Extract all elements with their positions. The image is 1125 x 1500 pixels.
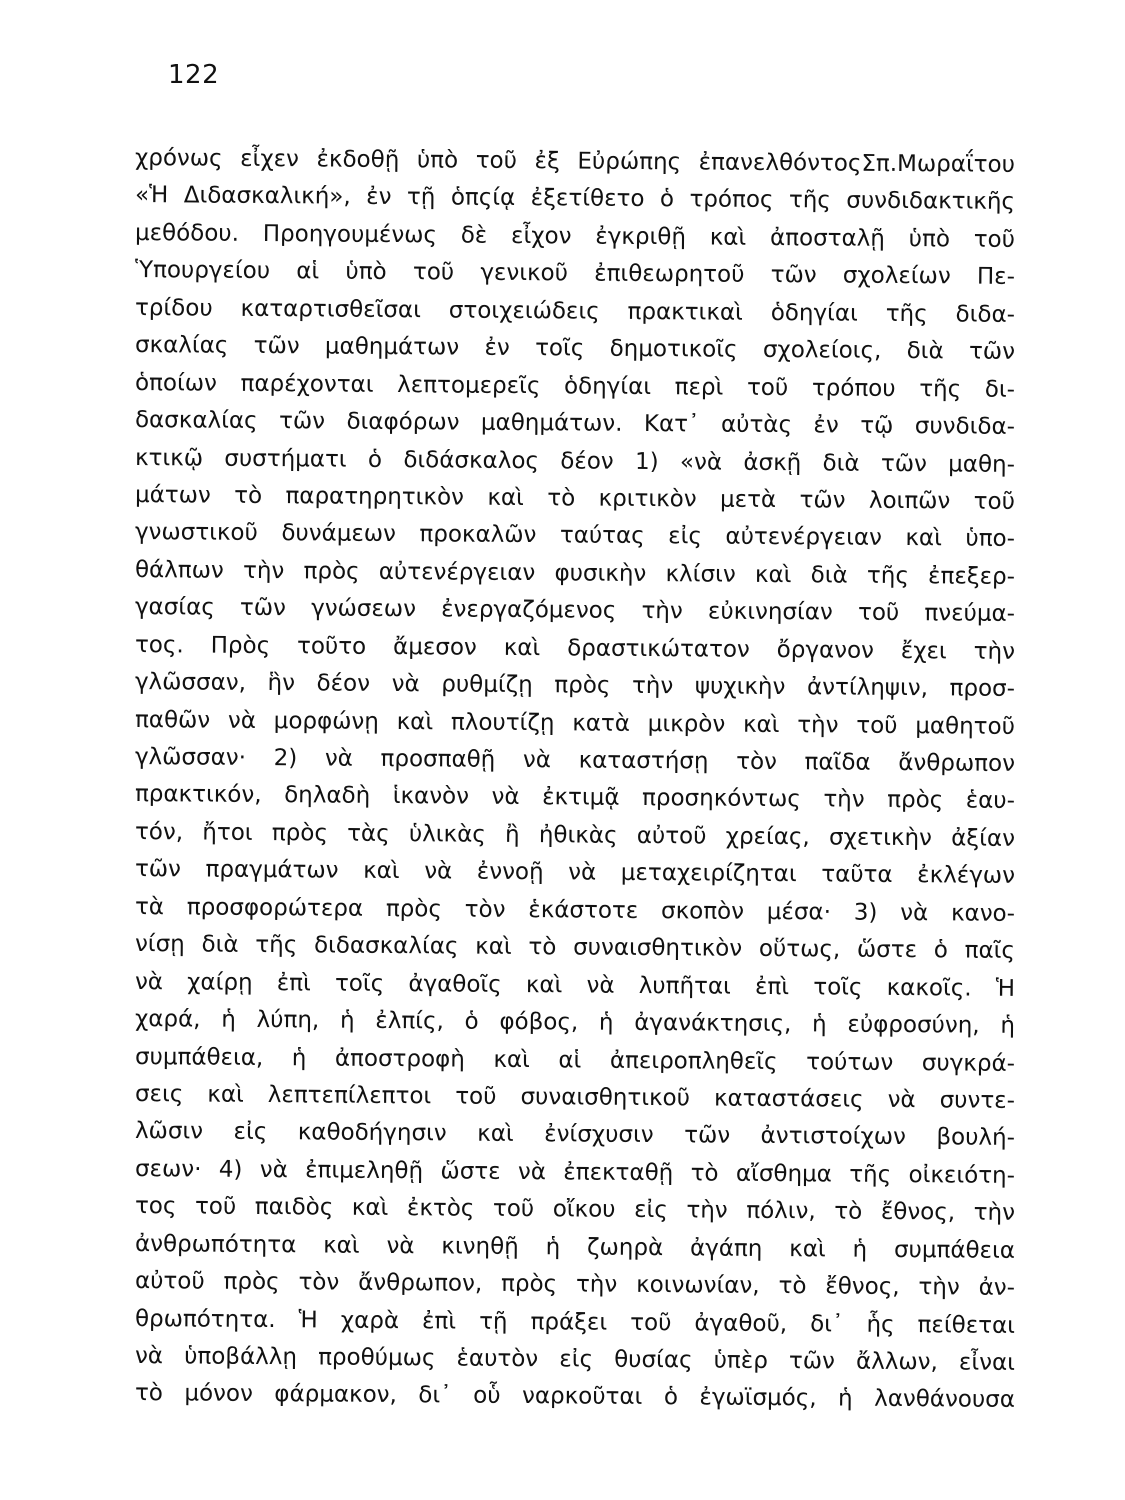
- text-line: θάλπων τὴν πρὸς αὐτενέργειαν φυσικὴν κλίσιν καὶ διὰ τῆς ἐπεξερ-: [134, 556, 1016, 590]
- text-line: τὸ μόνον φάρμακον, δι᾽ οὗ ναρκοῦται ὁ ἐγωϊσμός, ἡ λανθάνουσα: [134, 1380, 1016, 1414]
- text-line: τὰ προσφορώτερα πρὸς τὸν ἑκάστοτε σκοπὸν μέσα· 3) νὰ κανο-: [134, 893, 1016, 927]
- text-line: γλῶσσαν, ἣν δέον νὰ ρυθμίζῃ πρὸς τὴν ψυχικὴν ἀντίληψιν, προσ-: [134, 669, 1016, 703]
- text-line: μάτων τὸ παρατηρητικὸν καὶ τὸ κριτικὸν μετὰ τῶν λοιπῶν τοῦ: [134, 481, 1016, 515]
- text-line: θρωπότητα. Ἡ χαρὰ ἐπὶ τῇ πράξει τοῦ ἀγαθοῦ, δι᾽ ἧς πείθεται: [134, 1305, 1016, 1339]
- text-line: ὁποίων παρέχονται λεπτομερεῖς ὁδηγίαι περὶ τοῦ τρόπου τῆς δι-: [134, 369, 1016, 403]
- text-line: χρόνως εἶχεν ἐκδοθῇ ὑπὸ τοῦ ἐξ Εὐρώπης ἐπανελθόντοςΣπ.Μωραΐτου: [134, 145, 1016, 178]
- text-line: πρακτικόν, δηλαδὴ ἱκανὸν νὰ ἐκτιμᾷ προσηκόντως τὴν πρὸς ἑαυ-: [134, 781, 1016, 815]
- text-line: παθῶν νὰ μορφώνῃ καὶ πλουτίζῃ κατὰ μικρὸν καὶ τὴν τοῦ μαθητοῦ: [134, 706, 1016, 740]
- page-number: 122: [168, 60, 220, 90]
- text-line: σεις καὶ λεπτεπίλεπτοι τοῦ συναισθητικοῦ καταστάσεις νὰ συντε-: [134, 1080, 1016, 1114]
- text-line: Ὑπουργείου αἱ ὑπὸ τοῦ γενικοῦ ἐπιθεωρητοῦ τῶν σχολείων Πε-: [134, 257, 1016, 291]
- text-line: τρίδου καταρτισθεῖσαι στοιχειώδεις πρακτικαὶ ὁδηγίαι τῆς διδα-: [134, 294, 1016, 328]
- body-text: [135, 140, 1015, 1413]
- text-line: ἀνθρωπότητα καὶ νὰ κινηθῇ ἡ ζωηρὰ ἀγάπη καὶ ἡ συμπάθεια: [134, 1230, 1016, 1264]
- text-line: γλῶσσαν· 2) νὰ προσπαθῇ νὰ καταστήσῃ τὸν παῖδα ἄνθρωπον: [134, 744, 1016, 777]
- text-line: γνωστικοῦ δυνάμεων προκαλῶν ταύτας εἰς αὐτενέργειαν καὶ ὑπο-: [134, 519, 1016, 553]
- text-line: σεων· 4) νὰ ἐπιμεληθῇ ὥστε νὰ ἐπεκταθῇ τὸ αἴσθημα τῆς οἰκειότη-: [134, 1155, 1016, 1189]
- text-line: γασίας τῶν γνώσεων ἐνεργαζόμενος τὴν εὐκινησίαν τοῦ πνεύμα-: [134, 594, 1016, 628]
- text-line: δασκαλίας τῶν διαφόρων μαθημάτων. Κατ᾽ αὐτὰς ἐν τῷ συνδιδα-: [134, 407, 1016, 440]
- text-line: νὰ χαίρῃ ἐπὶ τοῖς ἀγαθοῖς καὶ νὰ λυπῆται ἐπὶ τοῖς κακοῖς. Ἡ: [134, 968, 1016, 1002]
- text-line: τος. Πρὸς τοῦτο ἄμεσον καὶ δραστικώτατον ὄργανον ἔχει τὴν: [134, 631, 1016, 665]
- text-line: «Ἡ Διδασκαλική», ἐν τῇ ὁπςίᾳ ἐξετίθετο ὁ τρόπος τῆς συνδιδακτικῆς: [134, 182, 1016, 216]
- text-line: μεθόδου. Προηγουμένως δὲ εἶχον ἐγκριθῇ καὶ ἀποσταλῇ ὑπὸ τοῦ: [134, 219, 1016, 253]
- text-line: σκαλίας τῶν μαθημάτων ἐν τοῖς δημοτικοῖς σχολείοις, διὰ τῶν: [134, 332, 1016, 366]
- text-line: κτικῷ συστήματι ὁ διδάσκαλος δέον 1) «νὰ ἀσκῇ διὰ τῶν μαθη-: [134, 444, 1016, 478]
- text-line: λῶσιν εἰς καθοδήγησιν καὶ ἐνίσχυσιν τῶν ἀντιστοίχων βουλή-: [134, 1118, 1016, 1152]
- text-line: νίσῃ διὰ τῆς διδασκαλίας καὶ τὸ συναισθητικὸν οὕτως, ὥστε ὁ παῖς: [134, 931, 1016, 965]
- text-line: τῶν πραγμάτων καὶ νὰ ἐννοῇ νὰ μεταχειρίζηται ταῦτα ἐκλέγων: [134, 856, 1016, 890]
- text-line: αὐτοῦ πρὸς τὸν ἄνθρωπον, πρὸς τὴν κοινωνίαν, τὸ ἔθνος, τὴν ἀν-: [134, 1268, 1016, 1302]
- text-line: τος τοῦ παιδὸς καὶ ἐκτὸς τοῦ οἴκου εἰς τὴν πόλιν, τὸ ἔθνος, τὴν: [134, 1193, 1016, 1227]
- text-line: χαρά, ἡ λύπη, ἡ ἐλπίς, ὁ φόβος, ἡ ἀγανάκτησις, ἡ εὐφροσύνη, ἡ: [134, 1006, 1016, 1039]
- text-line: νὰ ὑποβάλλῃ προθύμως ἑαυτὸν εἰς θυσίας ὑπὲρ τῶν ἄλλων, εἶναι: [134, 1343, 1016, 1376]
- text-line: συμπάθεια, ἡ ἀποστροφὴ καὶ αἱ ἀπειροπληθεῖς τούτων συγκρά-: [134, 1043, 1016, 1077]
- text-line: τόν, ἤτοι πρὸς τὰς ὑλικὰς ἢ ἠθικὰς αὐτοῦ χρείας, σχετικὴν ἀξίαν: [134, 818, 1016, 852]
